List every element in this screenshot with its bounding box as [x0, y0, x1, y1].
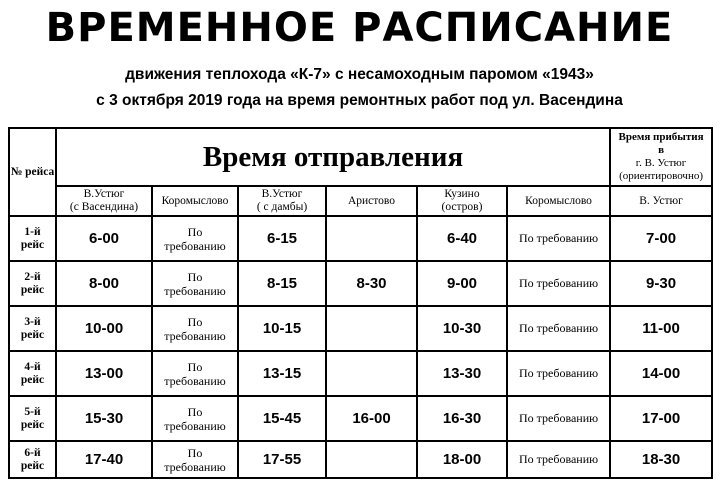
col-header-line1: В.Устюг: [83, 188, 125, 200]
departure-header: [56, 128, 610, 186]
on-request-cell: [152, 306, 238, 351]
on-request-line2: требованию: [164, 418, 226, 433]
on-request-line1: По: [187, 445, 203, 460]
table-row: [9, 261, 712, 306]
time-vasendina: 8-00: [56, 261, 152, 306]
time-damba: 17-55: [238, 441, 326, 478]
on-request-line1: По: [187, 269, 203, 284]
col-header-line2: (остров): [441, 201, 483, 213]
page-title: ВРЕМЕННОЕ РАСПИСАНИЕ: [45, 5, 674, 51]
col-header-line2: ( с дамбы): [256, 201, 308, 213]
trip-label: рейс: [20, 459, 45, 472]
time-arrival: 7-00: [610, 216, 712, 261]
time-kuzino: 18-00: [417, 441, 507, 478]
on-request-cell-wide: По требованию: [507, 441, 610, 478]
on-request-line2: требованию: [164, 238, 226, 253]
time-aristovo: [326, 216, 417, 261]
on-request-cell-wide: По требованию: [507, 216, 610, 261]
on-request-cell: [152, 261, 238, 306]
subtitle-vessel: движения теплохода «К-7» с несамоходным паромом «1943»: [125, 66, 594, 83]
time-aristovo: [326, 306, 417, 351]
time-aristovo: [326, 351, 417, 396]
time-damba: 13-15: [238, 351, 326, 396]
schedule-table: [8, 127, 713, 479]
time-arrival: 11-00: [610, 306, 712, 351]
on-request-cell: [152, 216, 238, 261]
trip-number: [9, 351, 56, 396]
table-row: [9, 351, 712, 396]
on-request-line2: требованию: [164, 328, 226, 343]
col-header-line1: В.Устюг: [261, 188, 303, 200]
col-header-vustyug-arrival: [610, 186, 712, 216]
col-header-line1: Коромыслово: [161, 194, 229, 207]
time-damba: 6-15: [238, 216, 326, 261]
on-request-cell-wide: По требованию: [507, 351, 610, 396]
time-vasendina: 17-40: [56, 441, 152, 478]
arrival-header-line2: в: [658, 144, 665, 156]
header-row: [9, 128, 712, 186]
col-header-kuzino: [417, 186, 507, 216]
columns-row: [9, 186, 712, 216]
time-kuzino: 6-40: [417, 216, 507, 261]
table-row: [9, 306, 712, 351]
time-arrival: 14-00: [610, 351, 712, 396]
subtitle-date: с 3 октября 2019 года на время ремонтных работ под ул. Васендина: [96, 92, 623, 109]
time-aristovo: [326, 441, 417, 478]
trip-number: [9, 261, 56, 306]
trip-number: [9, 306, 56, 351]
time-damba: 8-15: [238, 261, 326, 306]
time-arrival: 17-00: [610, 396, 712, 441]
col-header-koromyslovo-2: [507, 186, 610, 216]
time-vasendina: 13-00: [56, 351, 152, 396]
table-row: [9, 216, 712, 261]
time-kuzino: 16-30: [417, 396, 507, 441]
time-kuzino: 13-30: [417, 351, 507, 396]
table-row: [9, 396, 712, 441]
trip-label: рейс: [20, 283, 45, 296]
time-damba: 10-15: [238, 306, 326, 351]
on-request-line2: требованию: [164, 283, 226, 298]
col-header-aristovo: [326, 186, 417, 216]
time-vasendina: 10-00: [56, 306, 152, 351]
trip-number-header-text: № рейса: [10, 165, 55, 178]
arrival-header-line4: (ориентировочно): [619, 170, 704, 182]
on-request-line1: По: [187, 404, 203, 419]
on-request-cell: [152, 441, 238, 478]
col-header-line1: Кузино: [444, 188, 480, 200]
on-request-cell: [152, 396, 238, 441]
col-header-line1: Аристово: [347, 194, 396, 207]
on-request-cell: [152, 351, 238, 396]
table-row: [9, 441, 712, 478]
time-vasendina: 15-30: [56, 396, 152, 441]
time-kuzino: 9-00: [417, 261, 507, 306]
arrival-header-line3: г. В. Устюг: [635, 157, 687, 169]
trip-label: рейс: [20, 373, 45, 386]
trip-num: 4-й: [24, 360, 41, 373]
on-request-line1: По: [187, 224, 203, 239]
col-header-koromyslovo: [152, 186, 238, 216]
time-aristovo: 8-30: [326, 261, 417, 306]
time-vasendina: 6-00: [56, 216, 152, 261]
on-request-line1: По: [187, 359, 203, 374]
time-kuzino: 10-30: [417, 306, 507, 351]
time-aristovo: 16-00: [326, 396, 417, 441]
trip-num: 6-й: [24, 446, 41, 459]
trip-number: [9, 216, 56, 261]
on-request-line1: По: [187, 314, 203, 329]
on-request-cell-wide: По требованию: [507, 261, 610, 306]
trip-num: 2-й: [24, 270, 41, 283]
trip-number: [9, 396, 56, 441]
col-header-vustyug-damba: [238, 186, 326, 216]
time-damba: 15-45: [238, 396, 326, 441]
trip-num: 3-й: [24, 315, 41, 328]
trip-label: рейс: [20, 238, 45, 251]
on-request-cell-wide: По требованию: [507, 396, 610, 441]
trip-num: 5-й: [24, 405, 41, 418]
trip-number: [9, 441, 56, 478]
on-request-line2: требованию: [164, 373, 226, 388]
col-header-line2: (с Васендина): [69, 201, 139, 213]
col-header-line1: Коромыслово: [525, 194, 592, 207]
trip-label: рейс: [20, 418, 45, 431]
col-header-line1: В. Устюг: [639, 194, 683, 207]
arrival-header-line1: Время прибытия: [618, 131, 704, 143]
trip-num: 1-й: [24, 225, 41, 238]
trip-number-header: [9, 128, 56, 216]
departure-header-text: Время отправления: [202, 140, 464, 173]
arrival-header: [610, 128, 712, 186]
on-request-cell-wide: По требованию: [507, 306, 610, 351]
col-header-vustyug-vasendina: [56, 186, 152, 216]
on-request-line2: требованию: [164, 459, 226, 474]
trip-label: рейс: [20, 328, 45, 341]
time-arrival: 18-30: [610, 441, 712, 478]
time-arrival: 9-30: [610, 261, 712, 306]
